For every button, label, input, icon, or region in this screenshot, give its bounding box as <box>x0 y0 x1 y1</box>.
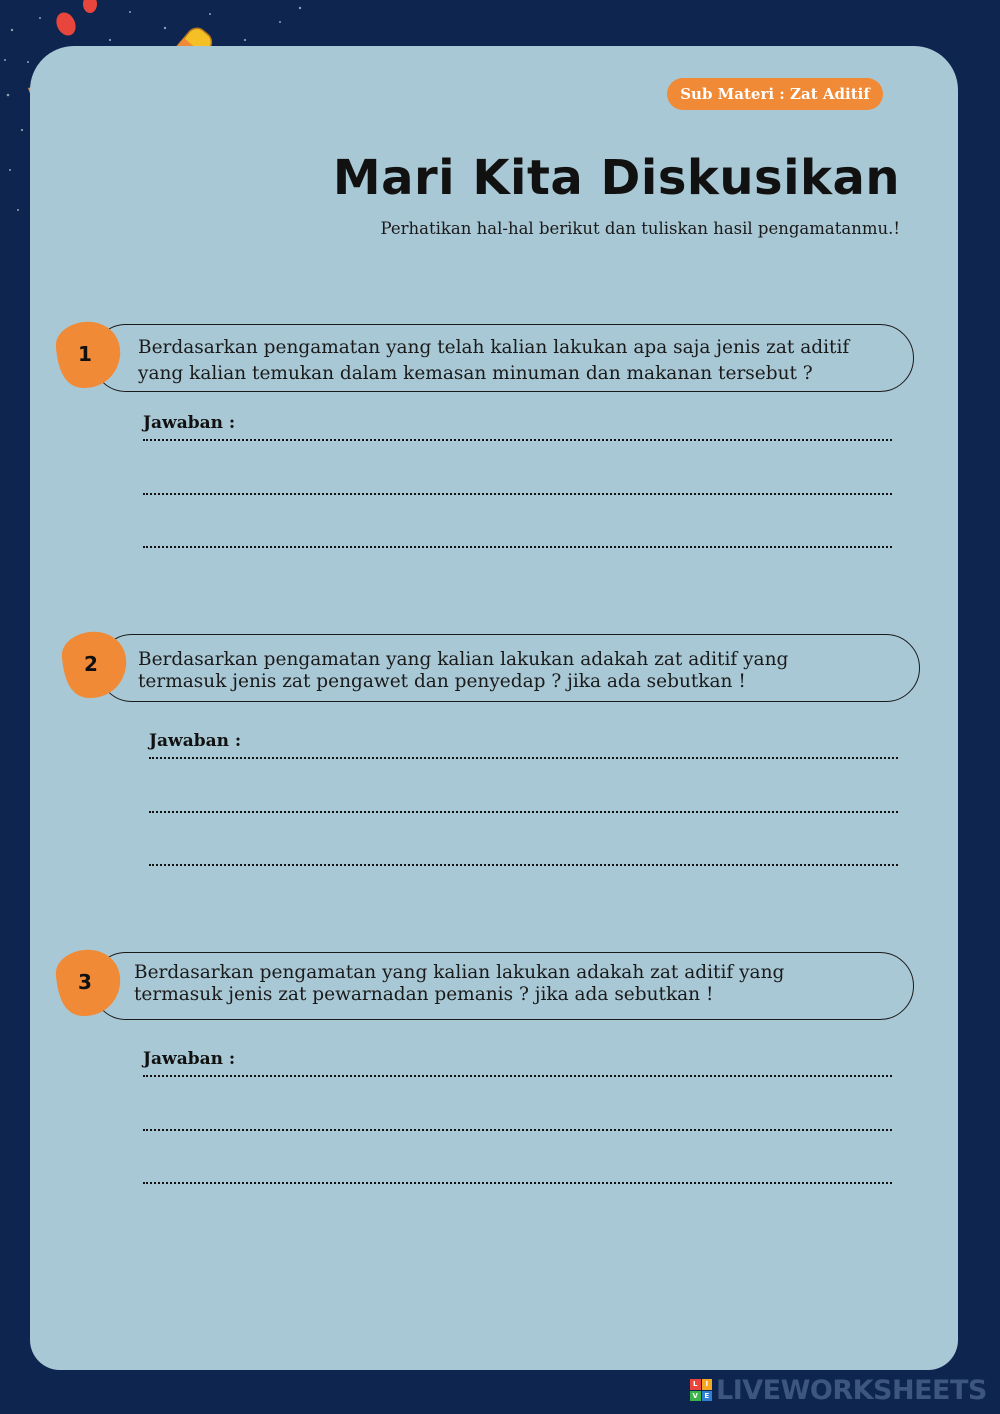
question-text-line-2: yang kalian temukan dalam kemasan minuman dan makanan tersebut ? <box>138 363 813 384</box>
question-text-line-1: Berdasarkan pengamatan yang kalian lakukan adakah zat aditif yang <box>138 649 789 670</box>
question-number: 3 <box>78 970 92 994</box>
answer-line-2[interactable] <box>149 811 898 813</box>
answer-line-1[interactable] <box>143 439 892 441</box>
answer-label: Jawaban : <box>143 1049 236 1069</box>
page-title: Mari Kita Diskusikan <box>332 150 900 206</box>
page-subtitle: Perhatikan hal-hal berikut dan tuliskan hasil pengamatanmu.! <box>380 219 900 238</box>
question-text-line-1: Berdasarkan pengamatan yang kalian lakukan adakah zat aditif yang <box>134 962 785 983</box>
answer-line-1[interactable] <box>143 1075 892 1077</box>
answer-line-3[interactable] <box>143 546 892 548</box>
question-text-line-2: termasuk jenis zat pengawet dan penyedap ? jika ada sebutkan ! <box>138 671 746 692</box>
answer-label: Jawaban : <box>143 413 236 433</box>
answer-label: Jawaban : <box>149 731 242 751</box>
question-number: 2 <box>84 652 98 676</box>
sub-materi-badge: Sub Materi : Zat Aditif <box>667 78 883 110</box>
question-number: 1 <box>78 342 92 366</box>
question-text-line-2: termasuk jenis zat pewarnadan pemanis ? jika ada sebutkan ! <box>134 984 714 1005</box>
answer-line-2[interactable] <box>143 493 892 495</box>
answer-line-2[interactable] <box>143 1129 892 1131</box>
question-text-line-1: Berdasarkan pengamatan yang telah kalian lakukan apa saja jenis zat aditif <box>138 337 850 358</box>
worksheet-card <box>30 46 958 1370</box>
liveworksheets-icon: L I V E <box>690 1379 712 1401</box>
answer-line-3[interactable] <box>143 1182 892 1184</box>
answer-line-1[interactable] <box>149 757 898 759</box>
liveworksheets-text: LIVEWORKSHEETS <box>716 1374 987 1406</box>
answer-line-3[interactable] <box>149 864 898 866</box>
liveworksheets-logo <box>690 1374 987 1406</box>
